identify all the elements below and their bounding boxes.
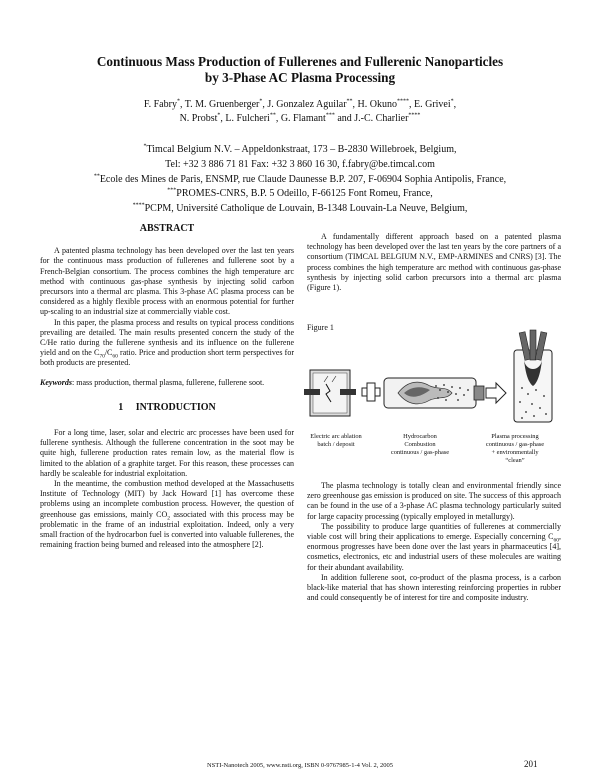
author-mark: *	[259, 98, 263, 105]
introduction-paragraph-2	[40, 479, 294, 550]
abstract-heading: ABSTRACT	[139, 223, 195, 234]
affiliation-mark: **	[93, 173, 100, 180]
affiliation-text: Ecole des Mines de Paris, ENSMP, rue Claude Daunesse B.P. 207, F-06904 Sophia Antipolis, France,	[99, 173, 507, 185]
left-column	[40, 224, 294, 550]
affiliation-text: PCPM, Université Catholique de Louvain, B-1348 Louvain-La Neuve, Belgium,	[144, 203, 468, 215]
keywords	[40, 378, 294, 388]
right-paragraph-3	[307, 522, 561, 573]
right-paragraph-4: In addition fullerene soot, co-product of the plasma process, is a carbon black-like material that has shown interesting reinforcing properties in rubber and could consequently be of interest for tire and composite industry.	[307, 572, 561, 603]
author-mark: *	[217, 112, 221, 119]
affiliation-promes	[40, 187, 560, 202]
text-run: ratio. Price and production short term perspectives for both products are presented.	[40, 348, 295, 368]
author: H. Okuno	[357, 99, 397, 110]
author-mark: **	[346, 98, 353, 105]
arc-ablation-diagram	[304, 370, 356, 416]
affiliation-mark: *	[143, 143, 147, 150]
subscript: 60	[553, 537, 559, 544]
author: J. Gonzalez Aguilar	[267, 99, 347, 110]
right-paragraph-2: The plasma technology is totally clean and environmental friendly since zero greenhouse gas emission is produced on site. The success of this approach can be found in the use of a 3-phase AC plasma technology particularly suited for large capacity processing (typically employed in metallurgy).	[307, 481, 561, 521]
paper-title	[40, 54, 560, 86]
abstract-paragraph-2	[40, 318, 294, 369]
keywords-text: : mass production, thermal plasma, fullerene, fullerene soot.	[72, 377, 265, 387]
affiliation-text: PROMES-CNRS, B.P. 5 Odeillo, F-66125 Font Romeu, France,	[176, 188, 433, 200]
author: N. Probst	[179, 113, 218, 124]
right-column	[307, 232, 561, 293]
caption-plasma: Plasma processing continuous / gas-phase + environmentally “clean”	[485, 433, 545, 464]
plus-icon	[362, 383, 380, 401]
figure-label: Figure 1	[307, 323, 334, 332]
author-mark: *	[176, 98, 180, 105]
affiliation-ensmp	[40, 173, 560, 188]
right-paragraph-1: A fundamentally different approach based on a patented plasma technology has been developed over the last ten years by the core partners of a consortium (TIMCAL BELGIUM N.V., EMP-ARMINES and CNRS) [3]. The process combines the high temperature arc method with continuous gas-phase synthesis by injecting solid carbon precursors into a thermal arc plasma (Figure 1).	[307, 232, 561, 293]
introduction-heading	[40, 403, 294, 413]
caption-combustion: Hydrocarbon Combustion continuous / gas-phase	[390, 433, 450, 456]
author-mark: ***	[325, 112, 335, 119]
affiliation-mark: ****	[132, 202, 145, 209]
author: and J.-C. Charlier	[337, 113, 409, 124]
author-mark: ****	[408, 112, 421, 119]
affiliation-mark: ***	[167, 188, 177, 195]
author: F. Fabry	[143, 99, 177, 110]
affiliation-text: Timcal Belgium N.V. – Appeldonkstraat, 173 – B-2830 Willebroek, Belgium,	[146, 144, 457, 155]
abstract-paragraph-1: A patented plasma technology has been developed over the last ten years for the continuous mass production of fullerenes and fullerene soot by a French-Belgian consortium. The process combines the high temperature arc method with continuous gas-phase synthesis by injecting solid carbon precursors into a thermal arc plasma. This 3-phase AC plasma process can be considered as a highly flexible process with an enormous potential for further up-scaling to an industrial size at commercially viable cost.	[40, 246, 294, 317]
author: T. M. Gruenberger	[184, 99, 260, 110]
subscript: 2	[167, 515, 171, 522]
text-run: /C	[104, 348, 113, 358]
author: G. Flamant	[280, 113, 326, 124]
text-run: , enormous progresses have been done over the last years in pharmaceutics [4], cosmetics, electronics, etc and industrial users of these molecules are waiting for their abundant availability.	[307, 532, 561, 572]
authors-line-1: F. Fabry*, T. M. Gruenberger*, J. Gonzalez Aguilar**, H. Okuno****, E. Grivei*,	[143, 98, 457, 110]
author-mark: ****	[396, 98, 409, 105]
subscript: 60	[112, 353, 118, 360]
figure-1	[300, 328, 562, 430]
text-run: associated with this process may be problematic in the frame of an industrial exploitation. Indeed, only a very small fraction of the hydrocarbon fuel is converted into valuable fullerenes, the remaining fraction being burned and released into the atmosphere [2].	[40, 509, 294, 550]
author: L. Fulcheri	[225, 113, 270, 124]
arrow-icon	[486, 383, 506, 403]
authors-line-2: N. Probst*, L. Fulcheri**, G. Flamant*** and J.-C. Charlier****	[179, 112, 421, 124]
affiliation-pcpm	[40, 202, 560, 217]
combustion-diagram	[384, 378, 484, 408]
affiliation-timcal	[40, 143, 560, 158]
section-number: 1	[118, 401, 124, 413]
author-mark: *	[450, 98, 454, 105]
author: E. Grivei	[413, 99, 451, 110]
text-run: In the meantime, the combustion method developed at the Massachusetts Institute of Technology (MIT) by Jack Howard [1] has overcome these problems using an incomplete combustion process. However, the question of greenhouse gas emissions, mainly CO	[40, 479, 294, 519]
section-title: INTRODUCTION	[135, 401, 216, 413]
caption-arc-ablation: Electric arc ablation batch / deposit	[310, 433, 362, 448]
text-run: In this paper, the plasma process and results on typical process conditions prevailing are detailed. The main results presented concern the study of the C/He ratio during the fullerene synthesis and its influence on the fullerene yield and on the C	[40, 317, 294, 358]
author-list	[40, 98, 560, 126]
title-line-1: Continuous Mass Production of Fullerenes and Fullerenic Nanoparticles	[96, 54, 504, 69]
page-number: 201	[524, 759, 538, 769]
affiliation-contact: Tel: +32 3 886 71 81 Fax: +32 3 860 16 30, f.fabry@be.timcal.com	[165, 158, 435, 170]
author-mark: **	[269, 112, 276, 119]
right-column-lower	[307, 481, 561, 603]
title-line-2: by 3-Phase AC Plasma Processing	[204, 70, 396, 85]
text-run: The possibility to produce large quantities of fullerenes at commercially viable cost will bring their applications to emerge. Especially concerning C	[307, 521, 561, 542]
introduction-paragraph-1: For a long time, laser, solar and electric arc processes have been used for fullerene synthesis. Although the fullerene concentration in the soot may be quite high, fullerene production rates remain low, as the material flow is limited to the ablation of a graphite target. For this reason, these processes can hardly be scaleable for industrial exploitation.	[40, 428, 294, 478]
footer-citation: NSTI-Nanotech 2005, www.nsti.org, ISBN 0-9767985-1-4 Vol. 2, 2005	[206, 762, 394, 769]
affiliations	[40, 143, 560, 217]
subscript: 70	[99, 353, 105, 360]
keywords-label: Keywords	[40, 377, 72, 387]
plasma-reactor-diagram	[514, 330, 552, 422]
